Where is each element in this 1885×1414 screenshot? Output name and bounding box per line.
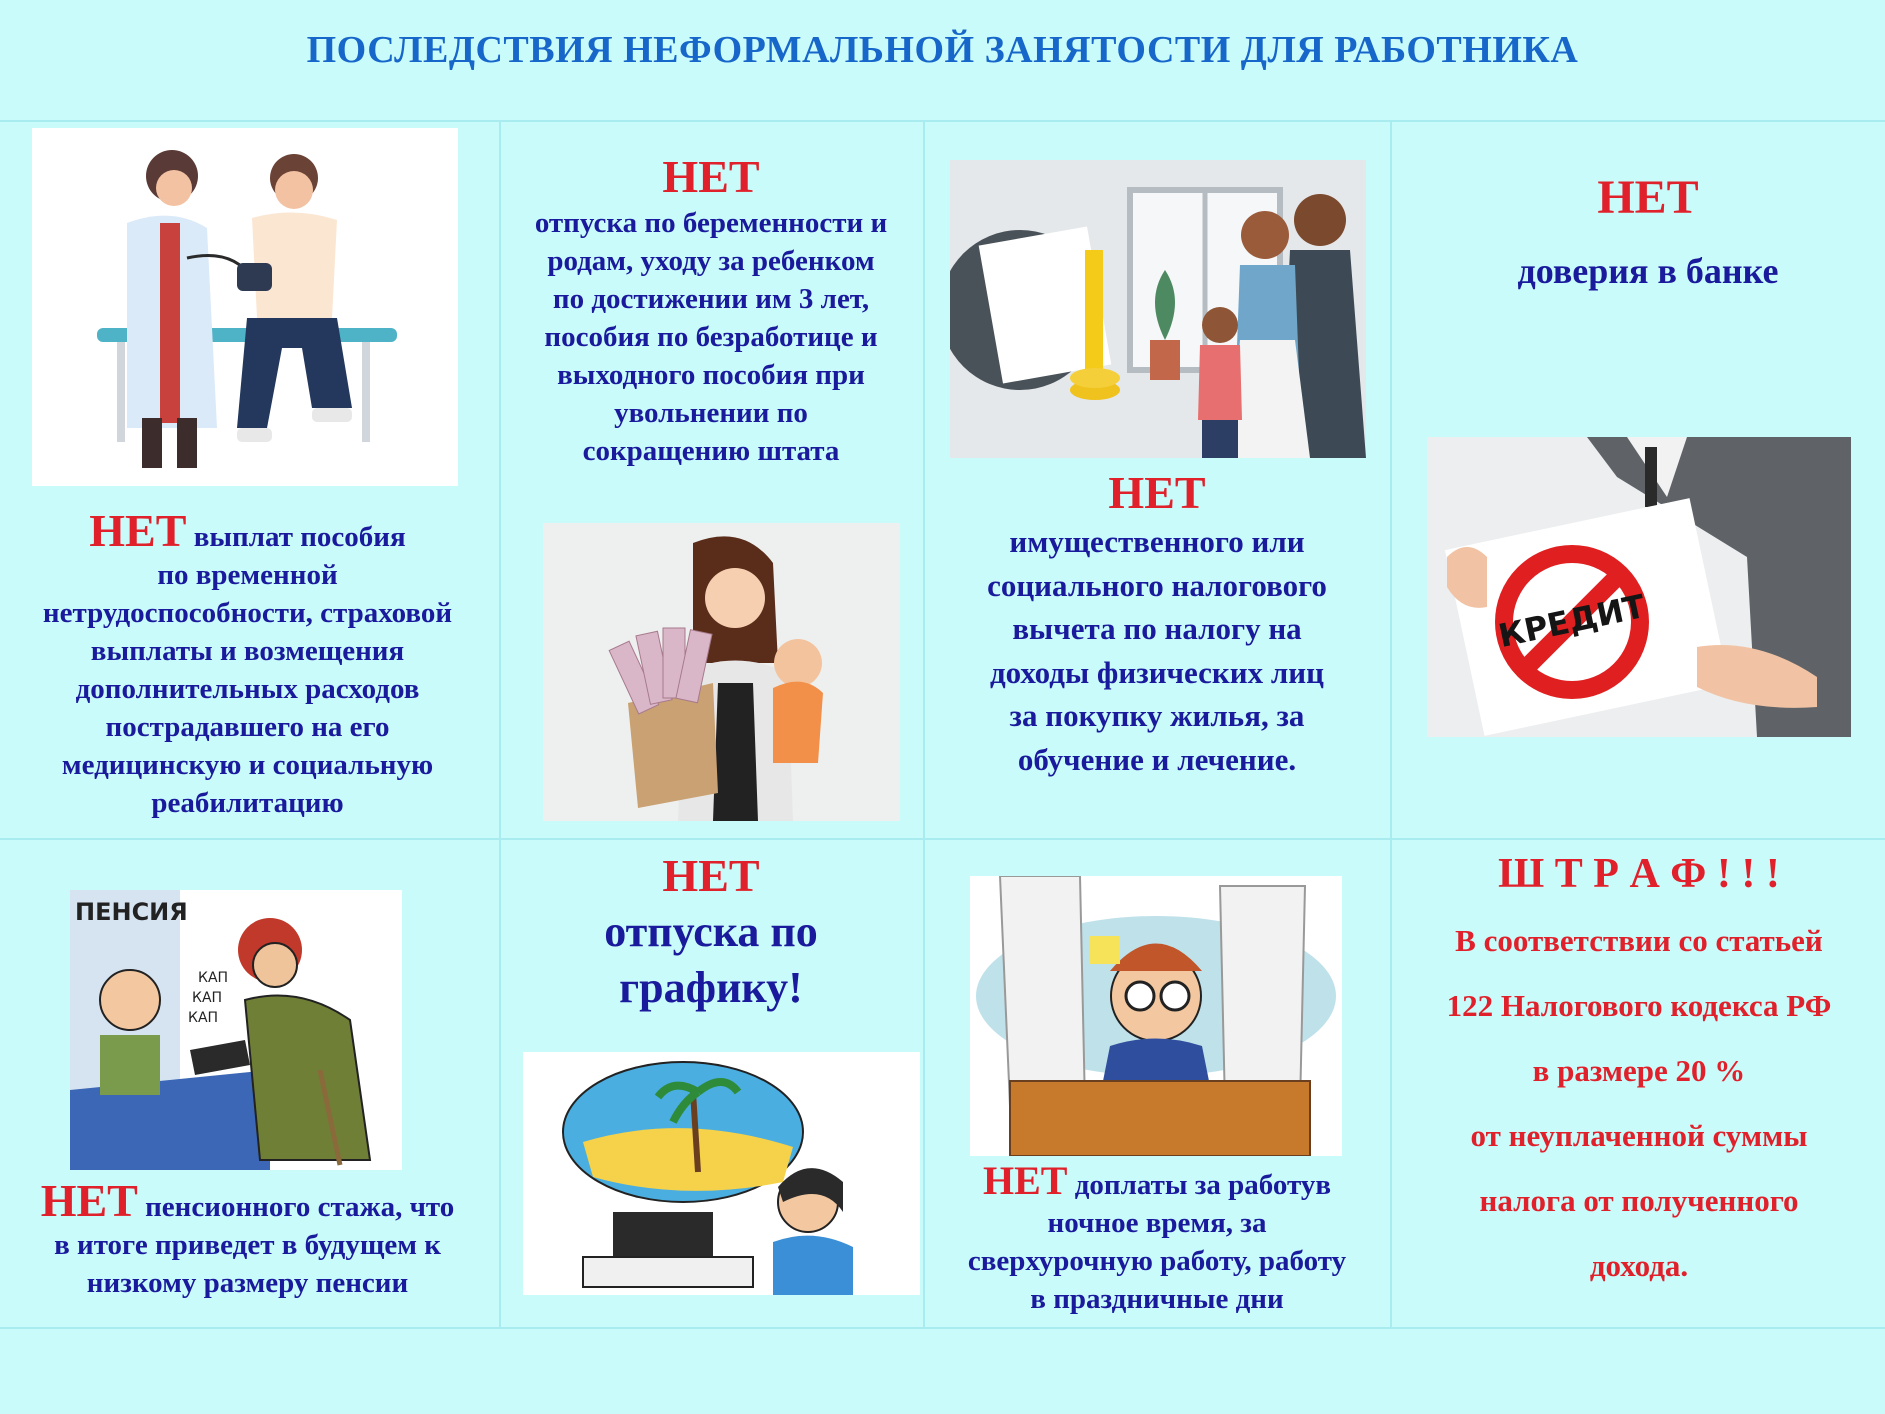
fine-text	[1393, 848, 1885, 1298]
maternity-line: по достижении им 3 лет,	[552, 283, 870, 315]
mother-child-money-image	[543, 523, 900, 821]
drip-text: КАП	[198, 970, 229, 986]
overtime-net: НЕТ	[982, 1158, 1068, 1203]
pension-text	[0, 1175, 495, 1302]
vacation-text	[502, 848, 920, 1016]
tax-deduction-line: обучение и лечение.	[1017, 741, 1297, 777]
grid-line-bottom	[0, 1327, 1885, 1329]
overtime-lead: доплаты за работув	[1074, 1169, 1332, 1201]
maternity-net: НЕТ	[662, 151, 760, 202]
maternity-line: выходного пособия при	[557, 359, 865, 391]
sick-pay-lead: выплат пособия	[193, 521, 406, 553]
doctor-patient-image	[32, 128, 458, 486]
pension-lead: пенсионного стажа, что	[145, 1191, 455, 1223]
vacation-net: НЕТ	[662, 850, 760, 901]
sick-pay-line: выплаты и возмещения	[90, 635, 405, 667]
tax-deduction-text	[926, 466, 1388, 781]
family-home-image	[950, 160, 1366, 458]
sick-pay-line: пострадавшего на его	[105, 711, 390, 743]
pension-sign-text: ПЕНСИЯ	[75, 898, 188, 926]
drip-text: КАП	[188, 1010, 219, 1026]
overtime-line: в праздничные дни	[1030, 1283, 1284, 1315]
pension-net: НЕТ	[40, 1175, 138, 1226]
credit-ban-image	[1427, 437, 1851, 737]
pension-line: в итоге приведет в будущем к	[54, 1229, 441, 1261]
sick-pay-line: по временной	[157, 559, 338, 591]
vacation-line: отпуска по	[604, 907, 818, 956]
maternity-line: сокращению штата	[582, 435, 840, 467]
fine-line: в размере 20 %	[1532, 1053, 1746, 1088]
sick-pay-text	[0, 505, 495, 822]
tax-deduction-line: за покупку жилья, за	[1009, 698, 1305, 733]
maternity-line: родам, уходу за ребенком	[547, 245, 875, 277]
sick-pay-line: медицинскую и социальную	[61, 749, 434, 781]
pension-line: низкому размеру пенсии	[86, 1267, 409, 1299]
sick-pay-net: НЕТ	[89, 505, 187, 556]
page-title: ПОСЛЕДСТВИЯ НЕФОРМАЛЬНОЙ ЗАНЯТОСТИ ДЛЯ РАБОТНИКА	[306, 29, 1579, 71]
pension-cartoon-image	[70, 890, 402, 1170]
sick-pay-line: дополнительных расходов	[75, 673, 420, 705]
fine-heading: Ш Т Р А Ф ! ! !	[1498, 851, 1780, 897]
vacation-dream-image	[523, 1052, 920, 1295]
fine-line: от неуплаченной суммы	[1470, 1118, 1808, 1153]
maternity-text	[502, 150, 920, 470]
overtime-text	[926, 1158, 1388, 1318]
drip-text: КАП	[192, 990, 223, 1006]
maternity-line: увольнении по	[614, 397, 808, 429]
tax-deduction-line: социального налогового	[987, 567, 1327, 603]
fine-line: дохода.	[1589, 1248, 1689, 1283]
grid-line-top	[0, 120, 1885, 122]
vacation-line: графику!	[619, 963, 803, 1012]
bank-line: доверия в банке	[1517, 251, 1779, 291]
maternity-line: отпуска по беременности и	[534, 207, 888, 239]
fine-line: налога от полученного	[1479, 1183, 1799, 1218]
overtime-line: ночное время, за	[1047, 1207, 1267, 1239]
grid-line-col1	[499, 120, 501, 1327]
grid-line-col3	[1390, 120, 1392, 1327]
sick-pay-line: реабилитацию	[151, 787, 344, 819]
bank-text	[1393, 168, 1885, 294]
overworked-clerk-image	[970, 876, 1342, 1156]
fine-line: 122 Налогового кодекса РФ	[1446, 988, 1832, 1023]
grid-line-col2	[923, 120, 925, 1327]
grid-line-middle	[0, 838, 1885, 840]
bank-net: НЕТ	[1597, 171, 1699, 224]
fine-line: В соответствии со статьей	[1455, 923, 1823, 958]
overtime-line: сверхурочную работу, работу	[967, 1245, 1347, 1277]
tax-deduction-line: вычета по налогу на	[1012, 611, 1302, 646]
tax-deduction-line: доходы физических лиц	[989, 654, 1325, 690]
sick-pay-line: нетрудоспособности, страховой	[42, 597, 453, 629]
tax-deduction-line: имущественного или	[1009, 524, 1305, 559]
tax-deduction-net: НЕТ	[1108, 467, 1206, 518]
maternity-line: пособия по безработице и	[544, 321, 878, 353]
credit-sign-text: КРЕДИТ	[1495, 586, 1649, 656]
